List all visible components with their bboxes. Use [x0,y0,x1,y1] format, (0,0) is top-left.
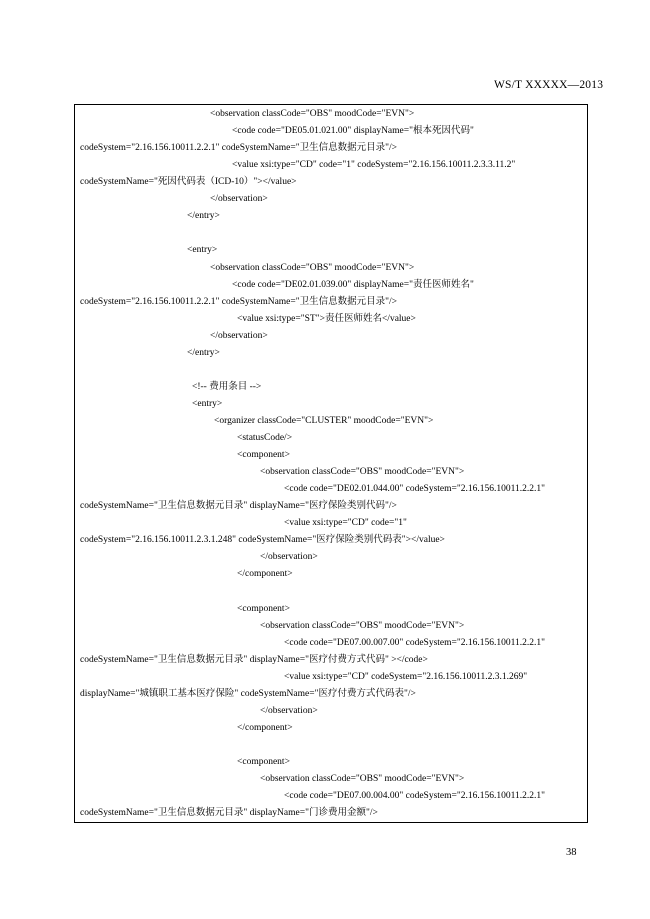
code-line: codeSystem="2.16.156.10011.2.2.1" codeSystemName="卫生信息数据元目录"/> [80,143,397,153]
code-line: <code code="DE07.00.004.00" codeSystem="2.16.156.10011.2.2.1" [284,791,546,801]
code-line: <statusCode/> [237,433,293,443]
code-line: codeSystemName="死因代码表（ICD-10）"></value> [80,177,297,187]
code-line: codeSystemName="卫生信息数据元目录" displayName="医疗保险类别代码"/> [80,501,397,511]
code-line: <code code="DE02.01.044.00" codeSystem="2.16.156.10011.2.2.1" [284,484,546,494]
code-line: <component> [237,757,290,767]
code-line: codeSystem="2.16.156.10011.2.3.1.248" codeSystemName="医疗保险类别代码表"></value> [80,535,445,545]
code-line: codeSystem="2.16.156.10011.2.2.1" codeSystemName="卫生信息数据元目录"/> [80,297,397,307]
code-line: <component> [237,604,290,614]
code-line: <code code="DE02.01.039.00" displayName="责任医师姓名" [232,280,474,290]
code-line: </observation> [260,706,318,716]
code-line: <observation classCode="OBS" moodCode="EVN"> [260,621,465,631]
code-line: <observation classCode="OBS" moodCode="EVN"> [260,774,465,784]
code-comment: <!-- 费用条目 --> [192,382,262,392]
code-line: <component> [237,450,290,460]
code-line: </observation> [210,194,268,204]
code-line: <value xsi:type="CD" codeSystem="2.16.156.10011.2.3.1.269" [284,672,528,682]
code-line: <observation classCode="OBS" moodCode="EVN"> [210,263,415,273]
code-line: <value xsi:type="ST">责任医师姓名</value> [237,314,416,324]
code-line: <entry> [192,399,223,409]
code-line: <observation classCode="OBS" moodCode="EVN"> [210,109,415,119]
code-line: <value xsi:type="CD" code="1" codeSystem="2.16.156.10011.2.3.3.11.2" [232,160,516,170]
code-line: <organizer classCode="CLUSTER" moodCode="EVN"> [214,416,434,426]
code-line: </entry> [187,211,220,221]
code-line: <observation classCode="OBS" moodCode="EVN"> [260,467,465,477]
code-line: <code code="DE05.01.021.00" displayName="根本死因代码" [232,126,474,136]
code-line: </entry> [187,348,220,358]
code-line: </observation> [260,552,318,562]
page-number: 38 [566,847,577,858]
document-code-header: WS/T XXXXX—2013 [494,79,604,91]
code-line: <value xsi:type="CD" code="1" [284,518,407,528]
code-line: </component> [237,569,293,579]
code-line: <entry> [187,245,218,255]
code-line: </component> [237,723,293,733]
code-listing-frame [74,104,588,823]
code-line: codeSystemName="卫生信息数据元目录" displayName="门诊费用金额"/> [80,808,378,818]
code-line: displayName="城镇职工基本医疗保险" codeSystemName="医疗付费方式代码表"/> [80,689,416,699]
code-line: codeSystemName="卫生信息数据元目录" displayName="医疗付费方式代码" ></code> [80,655,428,665]
code-line: <code code="DE07.00.007.00" codeSystem="2.16.156.10011.2.2.1" [284,638,546,648]
code-line: </observation> [210,331,268,341]
